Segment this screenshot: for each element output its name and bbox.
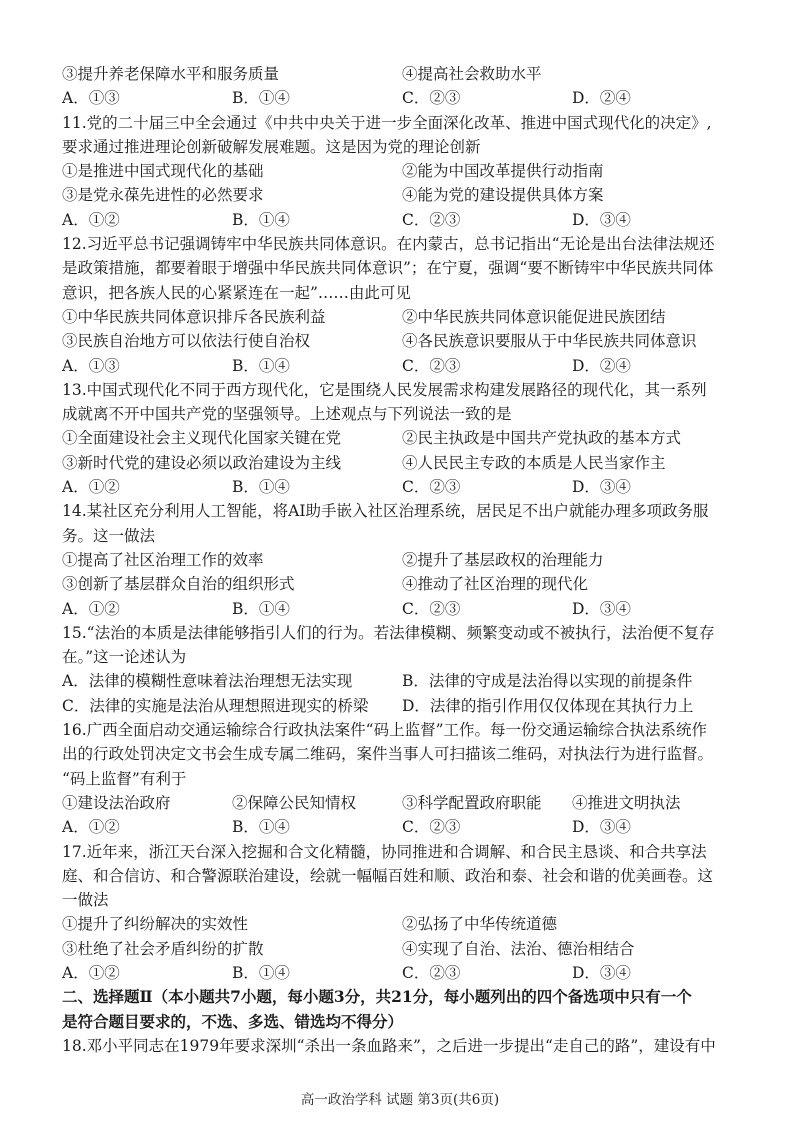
q11-stem-line-1: 11.党的二十届三中全会通过《中共中央关于进一步全面深化改革、推进中国式现代化的决定》, xyxy=(62,113,712,132)
choice-d: D．③④ xyxy=(572,210,631,229)
choice-c: C．②③ xyxy=(402,89,461,108)
choice-c: C．②③ xyxy=(402,963,461,982)
q18-stem-line-1: 18.邓小平同志在1979年要求深圳“杀出一条血路来”，之后进一步提出“走自己的路”，建设有中 xyxy=(62,1036,716,1055)
choice-d: D．③④ xyxy=(572,478,631,497)
q11-option-2: ②能为中国改革提供行动指南 xyxy=(402,162,604,181)
q15-stem-line-2: 在。”这一论述认为 xyxy=(62,648,187,667)
q13-option-3: ③新时代党的建设必须以政治建设为主线 xyxy=(62,453,342,472)
q13-choices xyxy=(62,475,742,499)
q11-option-1: ①是推进中国式现代化的基础 xyxy=(62,162,264,181)
q12-stem-line-3: 意识，把各族人民的心紧紧连在一起”……由此可见 xyxy=(62,283,411,302)
q12-option-4: ④各民族意识要服从于中华民族共同体意识 xyxy=(402,332,697,351)
q11-option-4: ④能为党的建设提供具体方案 xyxy=(402,186,604,205)
q14-option-3: ③创新了基层群众自治的组织形式 xyxy=(62,575,295,594)
q11-choices xyxy=(62,208,742,232)
q16-option-4: ④推进文明执法 xyxy=(572,793,681,812)
q16-option-3: ③科学配置政府职能 xyxy=(402,793,542,812)
q15-stem-line-1: 15.“法治的本质是法律能够指引人们的行为。若法律模糊、频繁变动或不被执行，法治便不复存 xyxy=(62,623,715,642)
choice-d: D．②④ xyxy=(572,89,631,108)
q17-stem-line-3: 一做法 xyxy=(62,891,109,910)
q12-choices xyxy=(62,354,742,378)
choice-c: C．②③ xyxy=(402,478,461,497)
q15-option-b: B．法律的守成是法治得以实现的前提条件 xyxy=(402,672,693,691)
q12-stem-line-2: 是政策措施，都要着眼于增强中华民族共同体意识”；在宁夏，强调“要不断铸牢中华民族共同体 xyxy=(62,259,714,278)
q10-options-row xyxy=(62,62,742,86)
q14-choices xyxy=(62,597,742,621)
choice-d: D．③④ xyxy=(572,963,631,982)
q13-stem-line-2: 成就离不开中国共产党的坚强领导。上述观点与下列说法一致的是 xyxy=(62,405,512,424)
choice-a: A．①② xyxy=(62,478,120,497)
q17-stem-line-2: 庭、和合信访、和合警源联治建设，绘就一幅幅百姓和顺、政治和泰、社会和谐的优美画卷。这 xyxy=(62,866,714,885)
choice-a: A．①② xyxy=(62,210,120,229)
choice-c: C．②③ xyxy=(402,599,461,618)
q12-option-2: ②中华民族共同体意识能促进民族团结 xyxy=(402,307,666,326)
q10-option-4: ④提高社会救助水平 xyxy=(402,65,542,83)
q14-option-1: ①提高了社区治理工作的效率 xyxy=(62,550,264,569)
q12-option-3: ③民族自治地方可以依法行使自治权 xyxy=(62,332,311,351)
q14-stem-line-1: 14.某社区充分利用人工智能，将AI助手嵌入社区治理系统，居民足不出户就能办理多项政务服 xyxy=(62,502,709,521)
q15-option-a: A．法律的模糊性意味着法治理想无法实现 xyxy=(62,672,353,691)
q11-options-row-2 xyxy=(62,183,742,207)
q10-choices xyxy=(62,86,742,110)
q13-options-row-1 xyxy=(62,426,742,450)
q16-stem-line-2: 出的行政处罚决定文书会生成专属二维码，案件当事人可扫描该二维码，对执法行为进行监督。 xyxy=(62,745,714,764)
q17-option-3: ③杜绝了社会矛盾纠纷的扩散 xyxy=(62,939,264,958)
q13-option-2: ②民主执政是中国共产党执政的基本方式 xyxy=(402,429,682,448)
choice-c: C．②③ xyxy=(402,356,461,375)
q14-stem-line-2: 务。这一做法 xyxy=(62,526,156,545)
choice-a: A．①② xyxy=(62,818,120,837)
choice-d: D．③④ xyxy=(572,818,631,837)
choice-b: B．①④ xyxy=(232,478,290,497)
q15-option-c: C．法律的实施是法治从理想照进现实的桥梁 xyxy=(62,696,369,715)
q17-options-row-2 xyxy=(62,937,742,961)
q14-options-row-2 xyxy=(62,572,742,596)
q15-options-row-1 xyxy=(62,669,742,693)
q13-options-row-2 xyxy=(62,451,742,475)
choice-a: A．①② xyxy=(62,599,120,618)
q13-stem-line-1: 13.中国式现代化不同于西方现代化，它是围绕人民发展需求构建发展路径的现代化，其一系列 xyxy=(62,380,707,399)
q12-options-row-2 xyxy=(62,329,742,353)
q16-option-2: ②保障公民知情权 xyxy=(232,793,357,812)
q12-option-1: ①中华民族共同体意识排斥各民族利益 xyxy=(62,307,326,326)
choice-c: C．②③ xyxy=(402,210,461,229)
page-footer: 高一政治学科 试题 第3页(共6页) xyxy=(300,1092,500,1108)
choice-a: A．①③ xyxy=(62,89,120,108)
choice-b: B．①④ xyxy=(232,210,290,229)
q11-options-row-1 xyxy=(62,159,742,183)
choice-b: B．①④ xyxy=(232,963,290,982)
q16-option-1: ①建设法治政府 xyxy=(62,793,171,812)
q16-stem-line-3: “码上监督”有利于 xyxy=(62,769,187,788)
q17-option-1: ①提升了纠纷解决的实效性 xyxy=(62,915,249,934)
choice-d: D．③④ xyxy=(572,599,631,618)
choice-d: D．②④ xyxy=(572,356,631,375)
choice-c: C．②③ xyxy=(402,818,461,837)
q13-option-4: ④人民民主专政的本质是人民当家作主 xyxy=(402,453,666,472)
q15-options-row-2 xyxy=(62,694,742,718)
choice-b: B．①④ xyxy=(232,818,290,837)
choice-b: B．①④ xyxy=(232,356,290,375)
q14-option-4: ④推动了社区治理的现代化 xyxy=(402,575,589,594)
exam-page xyxy=(62,62,742,1058)
q13-option-1: ①全面建设社会主义现代化国家关键在党 xyxy=(62,429,342,448)
choice-b: B．①④ xyxy=(232,599,290,618)
choice-b: B．①④ xyxy=(232,89,290,108)
q11-option-3: ③是党永葆先进性的必然要求 xyxy=(62,186,264,205)
q17-options-row-1 xyxy=(62,912,742,936)
q12-options-row-1 xyxy=(62,305,742,329)
q14-option-2: ②提升了基层政权的治理能力 xyxy=(402,550,604,569)
q17-option-2: ②弘扬了中华传统道德 xyxy=(402,915,558,934)
q17-choices xyxy=(62,961,742,985)
q16-stem-line-1: 16.广西全面启动交通运输综合行政执法案件“码上监督”工作。每一份交通运输综合执法系统作 xyxy=(62,721,708,740)
q16-options-row xyxy=(62,791,742,815)
q17-option-4: ④实现了自治、法治、德治相结合 xyxy=(402,939,635,958)
q11-stem-line-2: 要求通过推进理论创新破解发展难题。这是因为党的理论创新 xyxy=(62,137,481,156)
q16-choices xyxy=(62,815,742,839)
q10-option-3: ③提升养老保障水平和服务质量 xyxy=(62,65,280,83)
q12-stem-line-1: 12.习近平总书记强调铸牢中华民族共同体意识。在内蒙古，总书记指出“无论是出台法律法规还 xyxy=(62,235,715,254)
section-2-heading-line-1: 二、选择题Ⅱ（本小题共7小题，每小题3分，共21分，每小题列出的四个备选项中只有一个 xyxy=(62,987,692,1007)
q14-options-row-1 xyxy=(62,548,742,572)
section-2-heading-line-2: 是符合题目要求的，不选、多选、错选均不得分） xyxy=(62,1011,404,1031)
q15-option-d: D．法律的指引作用仅仅体现在其执行力上 xyxy=(402,696,694,715)
q17-stem-line-1: 17.近年来，浙江天台深入挖掘和合文化精髓，协同推进和合调解、和合民主恳谈、和合共享法 xyxy=(62,842,707,861)
choice-a: A．①③ xyxy=(62,356,120,375)
choice-a: A．①② xyxy=(62,963,120,982)
